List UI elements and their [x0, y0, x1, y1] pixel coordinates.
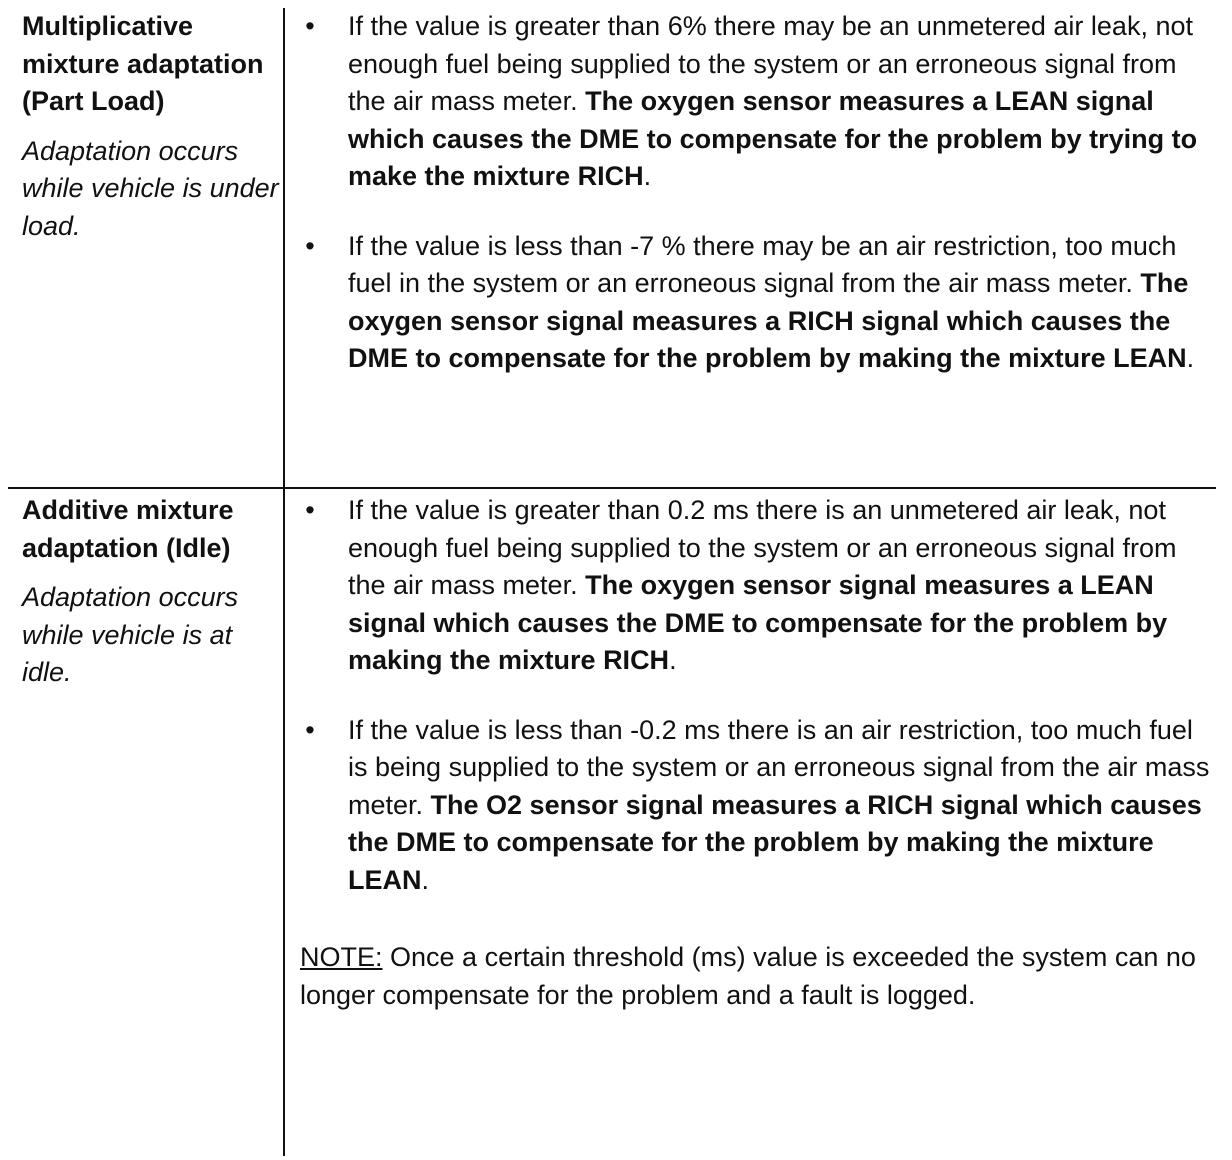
row-1-title: Multiplicative mixture adaptation (Part Load)	[22, 11, 264, 116]
bullet-bold-text: The oxygen sensor measures a LEAN signal which causes the DME to compensate for the problem by trying to make the mixture RICH	[348, 86, 1198, 191]
bullet-item	[300, 228, 1212, 378]
bullet-icon: •	[305, 495, 315, 525]
bullet-bold-text: The O2 sensor signal measures a RICH signal which causes the DME to compensate for the problem by making the mixture LEAN	[348, 789, 1202, 895]
row-2-title: Additive mixture adaptation (Idle)	[22, 495, 234, 563]
bullet-end: .	[669, 645, 677, 675]
row-2-label	[22, 492, 280, 692]
bullet-icon: •	[305, 714, 315, 745]
bullet-bold-text: The oxygen sensor signal measures a LEAN signal which causes the DME to compensate for the problem by making the mixture RICH	[348, 570, 1168, 675]
bullet-item	[300, 492, 1212, 680]
bullet-item	[300, 8, 1212, 196]
bullet-icon: •	[305, 230, 315, 261]
row-2-note: Adaptation occurs while vehicle is at idle.	[22, 582, 239, 687]
bullet-text: If the value is greater than 0.2 ms there is an unmetered air leak, not enough fuel being supplied to the system or an erroneous signal from the air mass meter.	[348, 495, 1177, 600]
bullet-end: .	[421, 864, 430, 895]
bullet-end: .	[643, 161, 652, 191]
bullet-icon: •	[305, 11, 315, 41]
bullet-end: .	[1186, 343, 1195, 373]
bullet-text: If the value is less than -0.2 ms there is an air restriction, too much fuel is being supplied to the system or an erroneous signal from the air mass meter.	[348, 714, 1210, 820]
note-text: Once a certain threshold (ms) value is exceeded the system can no longer compensate for the problem and a fault is logged.	[300, 942, 1196, 1010]
bullet-bold-text: The oxygen sensor signal measures a RICH signal which causes the DME to compensate for the problem by making the mixture LEAN	[348, 268, 1189, 373]
row-2-content	[300, 492, 1212, 1041]
bullet-item	[300, 712, 1212, 900]
row-1-label	[22, 8, 280, 245]
row-1-note: Adaptation occurs while vehicle is under load.	[22, 135, 279, 241]
row-divider	[8, 487, 1216, 489]
row-1-content	[300, 8, 1212, 378]
column-divider	[283, 8, 285, 1156]
bullet-text: If the value is less than -7 % there may be an air restriction, too much fuel in the system or an erroneous signal from the air mass meter.	[348, 230, 1177, 298]
note-paragraph	[300, 939, 1212, 1014]
note-label: NOTE:	[300, 942, 383, 972]
bullet-text: If the value is greater than 6% there may be an unmetered air leak, not enough fuel being supplied to the system or an erroneous signal from the air mass meter.	[348, 11, 1193, 116]
